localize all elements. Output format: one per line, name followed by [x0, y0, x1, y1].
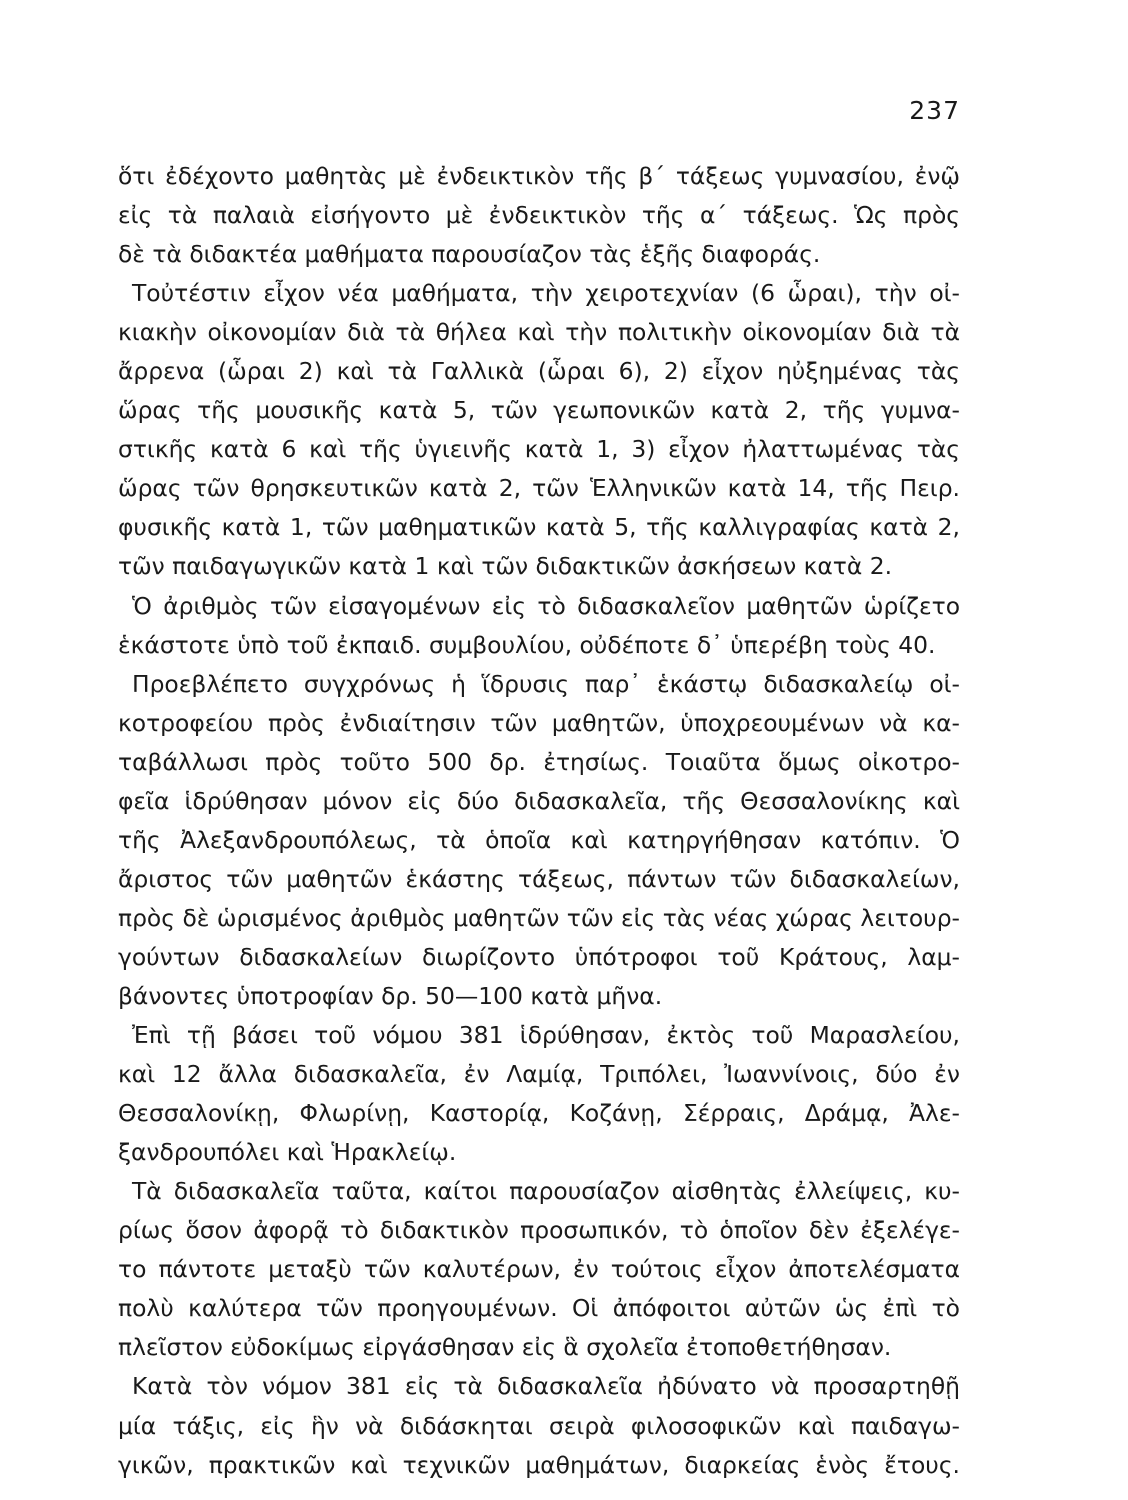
text-line: στικῆς κατὰ 6 καὶ τῆς ὑγιεινῆς κατὰ 1, 3) εἶχον ἠλαττωμένας τὰς — [118, 435, 960, 464]
text-line: ἄρρενα (ὧραι 2) καὶ τὰ Γαλλικὰ (ὧραι 6), 2) εἶχον ηὐξημένας τὰς — [118, 357, 960, 386]
text-line: κιακὴν οἰκονομίαν διὰ τὰ θήλεα καὶ τὴν πολιτικὴν οἰκονομίαν διὰ τὰ — [118, 318, 960, 347]
text-line: φεῖα ἱδρύθησαν μόνον εἰς δύο διδασκαλεῖα, τῆς Θεσσαλονίκης καὶ — [118, 786, 960, 815]
text-line: τῶν παιδαγωγικῶν κατὰ 1 καὶ τῶν διδακτικῶν ἀσκήσεων κατὰ 2. — [118, 552, 893, 581]
text-line: Τοὐτέστιν εἶχον νέα μαθήματα, τὴν χειροτεχνίαν (6 ὧραι), τὴν οἰ- — [132, 279, 960, 308]
text-line: Τὰ διδασκαλεῖα ταῦτα, καίτοι παρουσίαζον αἰσθητὰς ἐλλείψεις, κυ- — [132, 1177, 960, 1206]
text-line: ὥρας τῶν θρησκευτικῶν κατὰ 2, τῶν Ἑλληνικῶν κατὰ 14, τῆς Πειρ. — [118, 474, 960, 503]
text-line: εἰς τὰ παλαιὰ εἰσήγοντο μὲ ἐνδεικτικὸν τῆς α΄ τάξεως. Ὡς πρὸς — [118, 201, 960, 230]
text-line: ἑκάστοτε ὑπὸ τοῦ ἐκπαιδ. συμβουλίου, οὐδέποτε δ᾽ ὑπερέβη τοὺς 40. — [118, 630, 936, 659]
text-line: γούντων διδασκαλείων διωρίζοντο ὑπότροφοι τοῦ Κράτους, λαμ- — [118, 942, 960, 971]
text-line: γικῶν, πρακτικῶν καὶ τεχνικῶν μαθημάτων, διαρκείας ἑνὸς ἔτους. — [118, 1450, 960, 1479]
text-line: ξανδρουπόλει καὶ Ἡρακλείῳ. — [118, 1138, 457, 1167]
page-number: 237 — [909, 96, 960, 125]
text-line: βάνοντες ὑποτροφίαν δρ. 50—100 κατὰ μῆνα. — [118, 981, 663, 1010]
text-line: φυσικῆς κατὰ 1, τῶν μαθηματικῶν κατὰ 5, τῆς καλλιγραφίας κατὰ 2, — [118, 513, 960, 542]
text-line: πλεῖστον εὐδοκίμως εἰργάσθησαν εἰς ἃ σχολεῖα ἐτοποθετήθησαν. — [118, 1333, 892, 1362]
text-line: Ἐπὶ τῇ βάσει τοῦ νόμου 381 ἱδρύθησαν, ἐκτὸς τοῦ Μαρασλείου, — [132, 1021, 960, 1050]
text-line: τῆς Ἀλεξανδρουπόλεως, τὰ ὁποῖα καὶ κατηργήθησαν κατόπιν. Ὁ — [118, 825, 960, 854]
text-line: Προεβλέπετο συγχρόνως ἡ ἵδρυσις παρ᾽ ἑκάστῳ διδασκαλείῳ οἰ- — [132, 669, 960, 698]
text-line: ρίως ὅσον ἀφορᾷ τὸ διδακτικὸν προσωπικόν, τὸ ὁποῖον δὲν ἐξελέγε- — [118, 1216, 960, 1245]
text-line: ὥρας τῆς μουσικῆς κατὰ 5, τῶν γεωπονικῶν κατὰ 2, τῆς γυμνα- — [118, 396, 960, 425]
text-line: ὅτι ἐδέχοντο μαθητὰς μὲ ἐνδεικτικὸν τῆς β΄ τάξεως γυμνασίου, ἐνῷ — [118, 162, 960, 190]
text-line: δὲ τὰ διδακτέα μαθήματα παρουσίαζον τὰς ἑξῆς διαφοράς. — [118, 240, 821, 269]
text-line: Κατὰ τὸν νόμον 381 εἰς τὰ διδασκαλεῖα ἠδύνατο νὰ προσαρτηθῇ — [132, 1372, 960, 1401]
body-text — [118, 157, 960, 1485]
text-line: ἄριστος τῶν μαθητῶν ἑκάστης τάξεως, πάντων τῶν διδασκαλείων, — [118, 864, 960, 893]
text-line: ταβάλλωσι πρὸς τοῦτο 500 δρ. ἐτησίως. Τοιαῦτα ὅμως οἰκοτρο- — [118, 747, 960, 776]
text-line: κοτροφείου πρὸς ἐνδιαίτησιν τῶν μαθητῶν, ὑποχρεουμένων νὰ κα- — [118, 708, 960, 737]
text-line: Ὁ ἀριθμὸς τῶν εἰσαγομένων εἰς τὸ διδασκαλεῖον μαθητῶν ὡρίζετο — [132, 591, 960, 620]
text-line: το πάντοτε μεταξὺ τῶν καλυτέρων, ἐν τούτοις εἶχον ἀποτελέσματα — [118, 1255, 960, 1284]
text-line: μία τάξις, εἰς ἣν νὰ διδάσκηται σειρὰ φιλοσοφικῶν καὶ παιδαγω- — [118, 1411, 960, 1440]
text-line: καὶ 12 ἄλλα διδασκαλεῖα, ἐν Λαμίᾳ, Τριπόλει, Ἰωαννίνοις, δύο ἐν — [118, 1060, 960, 1089]
text-line: πρὸς δὲ ὡρισμένος ἀριθμὸς μαθητῶν τῶν εἰς τὰς νέας χώρας λειτουρ- — [118, 903, 960, 932]
text-line: πολὺ καλύτερα τῶν προηγουμένων. Οἱ ἀπόφοιτοι αὐτῶν ὡς ἐπὶ τὸ — [118, 1294, 960, 1323]
text-line: Θεσσαλονίκῃ, Φλωρίνῃ, Καστορίᾳ, Κοζάνῃ, Σέρραις, Δράμᾳ, Ἀλε- — [118, 1099, 960, 1128]
